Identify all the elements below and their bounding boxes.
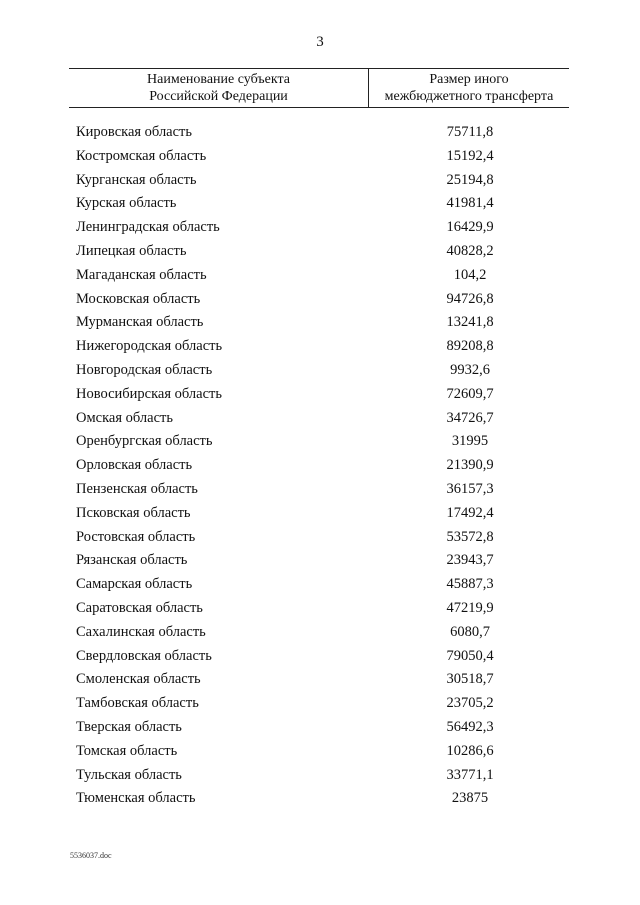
transfer-amount: 56492,3 (446, 718, 494, 735)
table-row (0, 667, 640, 691)
region-name: Нижегородская область (76, 338, 223, 355)
region-name: Тульская область (76, 766, 182, 783)
footer-file-code: 5536037.doc (70, 851, 112, 860)
region-name: Смоленская область (76, 671, 201, 688)
header-subject-line2: Российской Федерации (149, 89, 288, 104)
table-row (0, 691, 640, 715)
transfer-amount: 30518,7 (446, 671, 494, 688)
transfer-amount: 36157,3 (446, 480, 494, 497)
table-row (0, 596, 640, 620)
table-row (0, 786, 640, 810)
table-row (0, 310, 640, 334)
transfer-amount: 15192,4 (446, 147, 494, 164)
transfer-amount: 23875 (451, 790, 489, 807)
region-name: Свердловская область (76, 647, 212, 664)
transfer-amount: 79050,4 (446, 647, 494, 664)
transfer-amount: 31995 (451, 433, 489, 450)
table-row (0, 644, 640, 668)
table-row (0, 525, 640, 549)
transfer-amount: 40828,2 (446, 242, 494, 259)
table-row (0, 429, 640, 453)
region-name: Костромская область (76, 147, 207, 164)
table-row (0, 739, 640, 763)
region-name: Курганская область (76, 171, 197, 188)
region-name: Тамбовская область (76, 695, 199, 712)
region-name: Ростовская область (76, 528, 196, 545)
region-name: Курская область (76, 195, 177, 212)
region-name: Мурманская область (76, 314, 204, 331)
region-name: Тюменская область (76, 790, 196, 807)
table-row (0, 548, 640, 572)
region-name: Рязанская область (76, 552, 188, 569)
table-row (0, 406, 640, 430)
table-row (0, 287, 640, 311)
region-name: Магаданская область (76, 266, 207, 283)
table-row (0, 763, 640, 787)
region-name: Московская область (76, 290, 201, 307)
transfer-amount: 72609,7 (446, 385, 494, 402)
table-row (0, 477, 640, 501)
region-name: Липецкая область (76, 242, 187, 259)
region-name: Томская область (76, 742, 178, 759)
transfer-amount: 6080,7 (450, 623, 490, 640)
table-row (0, 453, 640, 477)
table-row (0, 120, 640, 144)
region-name: Саратовская область (76, 599, 203, 616)
header-subject-name (69, 71, 368, 105)
transfer-amount: 45887,3 (446, 576, 494, 593)
page-number: 3 (316, 34, 324, 50)
transfer-amount: 47219,9 (446, 599, 494, 616)
transfer-amount: 41981,4 (446, 195, 494, 212)
transfer-amount: 34726,7 (446, 409, 494, 426)
table-row (0, 620, 640, 644)
table-row (0, 715, 640, 739)
region-name: Сахалинская область (76, 623, 206, 640)
table-row (0, 334, 640, 358)
transfer-amount: 17492,4 (446, 504, 494, 521)
transfer-amount: 10286,6 (446, 742, 494, 759)
table-row (0, 382, 640, 406)
table-row (0, 239, 640, 263)
table-row (0, 215, 640, 239)
transfer-amount: 33771,1 (446, 766, 494, 783)
transfer-amount: 23705,2 (446, 695, 494, 712)
table-header (69, 68, 569, 108)
region-name: Новгородская область (76, 361, 213, 378)
region-name: Ленинградская область (76, 219, 220, 236)
table-body (0, 120, 640, 810)
transfer-amount: 89208,8 (446, 338, 494, 355)
transfer-amount: 9932,6 (450, 361, 490, 378)
table-row (0, 501, 640, 525)
transfer-amount: 21390,9 (446, 457, 494, 474)
transfer-amount: 16429,9 (446, 219, 494, 236)
transfer-amount: 53572,8 (446, 528, 494, 545)
transfer-amount: 13241,8 (446, 314, 494, 331)
transfer-amount: 25194,8 (446, 171, 494, 188)
header-amount-line2: межбюджетного трансферта (384, 89, 554, 104)
table-row (0, 191, 640, 215)
transfer-amount: 23943,7 (446, 552, 494, 569)
table-row (0, 263, 640, 287)
region-name: Омская область (76, 409, 173, 426)
table-row (0, 168, 640, 192)
header-amount-line1: Размер иного (429, 72, 509, 87)
table-row (0, 572, 640, 596)
region-name: Оренбургская область (76, 433, 213, 450)
table-row (0, 358, 640, 382)
region-name: Кировская область (76, 124, 193, 140)
region-name: Самарская область (76, 576, 193, 593)
transfer-amount: 104,2 (453, 266, 487, 283)
region-name: Псковская область (76, 504, 191, 521)
table-row (0, 144, 640, 168)
region-name: Новосибирская область (76, 385, 222, 402)
region-name: Орловская область (76, 457, 193, 474)
header-transfer-amount (369, 71, 569, 105)
region-name: Пензенская область (76, 480, 198, 497)
transfer-amount: 94726,8 (446, 290, 494, 307)
region-name: Тверская область (76, 718, 182, 735)
transfer-amount: 75711,8 (446, 124, 494, 140)
header-subject-line1: Наименование субъекта (147, 72, 290, 87)
